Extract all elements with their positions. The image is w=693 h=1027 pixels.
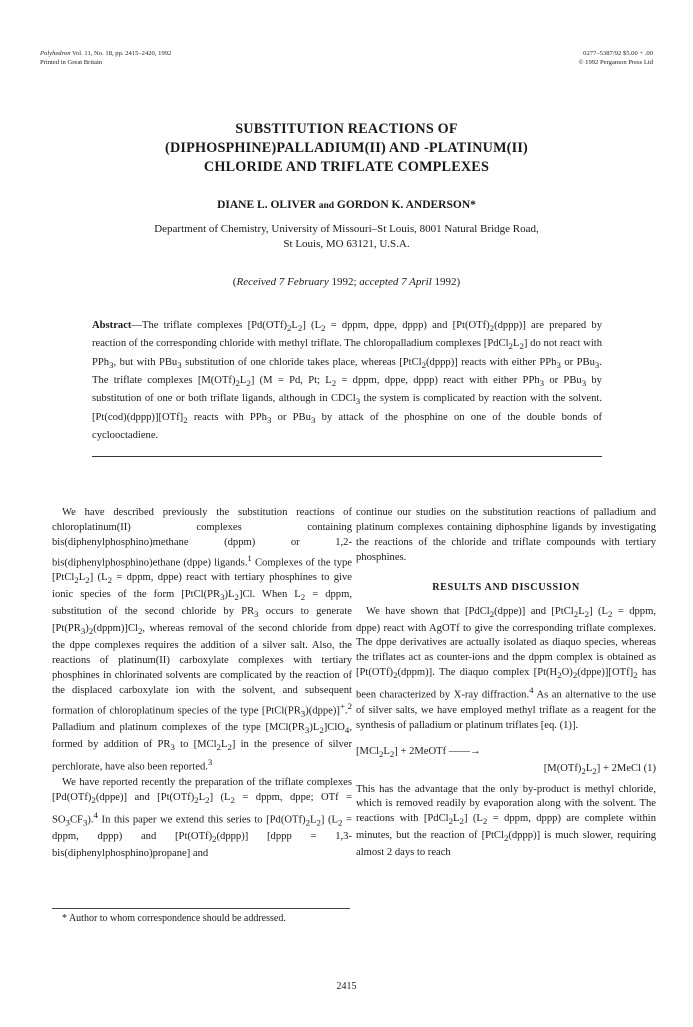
abstract-text: (dppp)] reacts with either PPh <box>426 356 557 368</box>
body-text: L <box>310 814 317 826</box>
equation-1-rhs <box>356 762 656 779</box>
journal-ref: Vol. 11, No. 18, pp. 2415–2420, 1992 <box>70 50 172 57</box>
body-text: As an alternative to the use of silver salts, we have employed methyl triflate as a reagent for the synthesis of palladium or platinum triflates [eq. (1)]. <box>356 689 656 731</box>
body-text: L <box>220 739 228 751</box>
subscript: 2 <box>137 626 143 637</box>
abstract-text: or PBu <box>271 411 311 423</box>
body-text: ] (L <box>320 814 339 826</box>
subscript: 2 <box>389 748 395 759</box>
subscript: 2 <box>91 794 96 805</box>
printed-note: Printed in Great Britain <box>40 58 103 66</box>
reference-marker: 2 <box>347 700 352 711</box>
body-text: ]ClO <box>323 722 345 734</box>
equation-text: [MCl <box>356 745 379 757</box>
affiliation-line-1: Department of Chemistry, University of Missouri–St Louis, 8001 Natural Bridge Road, <box>154 223 539 235</box>
subscript: 2 <box>74 575 79 586</box>
subscript: 2 <box>557 670 562 681</box>
subscript: 3 <box>65 817 70 828</box>
body-text: ] (L <box>589 605 609 617</box>
paragraph-byproduct <box>356 783 656 862</box>
subscript: 2 <box>212 834 217 845</box>
reference-marker: 3 <box>207 757 213 768</box>
journal-name: Polyhedron <box>40 50 71 57</box>
subscript: 3 <box>177 359 182 370</box>
abstract-label: Abstract <box>92 320 132 331</box>
journal-header <box>40 50 171 67</box>
subscript: 2 <box>448 816 454 827</box>
subscript: 2 <box>319 725 324 736</box>
body-text: = dppm, substitution of the second chloride by PR <box>52 589 352 618</box>
subscript: 2 <box>246 378 251 389</box>
footnote-divider <box>52 908 350 909</box>
abstract-text: by attack of the phosphine on one of the double bonds of cyclooctadiene. <box>92 411 603 441</box>
subscript: 2 <box>227 742 232 753</box>
body-text: L <box>78 572 86 584</box>
body-text: ] in the presence of silver perchlorate, have also been reported. <box>52 739 352 773</box>
body-text: (dppm)]Cl <box>93 623 138 635</box>
subscript: 2 <box>230 794 235 805</box>
subscript: 3 <box>581 378 587 389</box>
subscript: 2 <box>234 592 239 603</box>
body-text: ] (L <box>209 791 231 803</box>
body-text: (dppp)] is much slower, requiring almost 2 days to reach <box>356 830 656 859</box>
subscript: 2 <box>194 794 199 805</box>
equation-text: ] + 2MeCl (1) <box>596 762 656 774</box>
subscript: 2 <box>421 359 427 370</box>
page-number: 2415 <box>336 981 357 992</box>
subscript: 2 <box>305 817 310 828</box>
body-text: continue our studies on the substitution reactions of palladium and platinum complexes containing diphosphine ligands by investigating the reactions of the chloride and triflate compounds with tertiary phosphines. <box>356 507 656 563</box>
body-text: (dppe)] and [Pt(OTf) <box>95 791 195 803</box>
equation-text: L <box>585 762 593 774</box>
equation-1-lhs <box>356 745 656 762</box>
subscript: 2 <box>321 323 326 334</box>
equation-text: L <box>383 745 390 757</box>
subscript: 3 <box>594 359 600 370</box>
paragraph-this-work <box>52 776 352 862</box>
body-text: = dppm, dppe) react with tertiary phosphines to give ionic species of the form [PtCl(PR <box>52 572 352 601</box>
body-text: CF <box>69 814 83 826</box>
subscript: 2 <box>503 833 509 844</box>
body-text: . <box>344 705 348 717</box>
section-heading: RESULTS AND DISCUSSION <box>432 581 580 593</box>
copyright: © 1992 Pergamon Press Ltd <box>578 58 653 66</box>
received-year: 1992 <box>331 276 354 288</box>
paragraph-intro <box>52 506 352 776</box>
body-text: to [MCl <box>174 739 217 751</box>
superscript: + <box>339 700 345 711</box>
subscript: 2 <box>584 608 590 619</box>
affiliation <box>60 222 633 252</box>
subscript: 3 <box>304 725 310 736</box>
body-text: )L <box>309 722 320 734</box>
equation-text: ] + 2MeOTf ——→ <box>394 745 481 757</box>
subscript: 3 <box>82 817 88 828</box>
abstract-text: reacts with PPh <box>187 411 267 423</box>
title-line-1: SUBSTITUTION REACTIONS OF <box>235 121 458 137</box>
subscript: 2 <box>489 323 495 334</box>
body-text: ] (L <box>463 813 483 825</box>
subscript: 2 <box>297 323 303 334</box>
body-text: We have reported recently the preparation of the triflate complexes [Pd(OTf) <box>52 776 352 803</box>
received-date: 7 February <box>278 276 329 288</box>
abstract-text: by substitution of one or both triflate ligands, although in CDCl <box>92 374 602 405</box>
paragraph-results <box>356 605 656 734</box>
affiliation-line-2: St Louis, MO 63121, U.S.A. <box>283 238 410 250</box>
body-text: = dppm, dppe; OTf = SO <box>52 791 352 826</box>
body-text: (dppe)][OTf] <box>577 667 634 679</box>
abstract-text: = dppm, dppe, dppp) and [Pt(OTf) <box>325 320 490 331</box>
abstract-text: , but with PBu <box>113 356 178 368</box>
body-text: We have shown that [PdCl <box>366 605 490 617</box>
abstract-text: . The triflate complexes [M(OTf) <box>92 356 602 386</box>
abstract-text: ] (L <box>302 320 322 331</box>
body-text: ]Cl. When L <box>238 589 301 601</box>
subscript: 3 <box>556 359 561 370</box>
subscript: 3 <box>310 414 316 425</box>
reference-marker: 4 <box>529 685 534 696</box>
left-column <box>52 506 352 862</box>
subscript: 3 <box>266 414 272 425</box>
subscript: 2 <box>338 817 343 828</box>
abstract-text: L <box>512 338 520 350</box>
subscript: 3 <box>80 626 86 637</box>
subscript: 2 <box>88 626 94 637</box>
body-text: = dppm, dppp) are complete within minutes, but the reaction of [PtCl <box>356 813 656 842</box>
subscript: 2 <box>300 592 306 603</box>
subscript: 2 <box>107 575 112 586</box>
reference-marker: 1 <box>247 552 252 563</box>
subscript: 3 <box>355 396 361 407</box>
subscript: 3 <box>300 708 306 719</box>
abstract-text: or PBu <box>544 374 582 386</box>
body-text: (dppm)]. The diaquo complex [Pt(H <box>397 667 558 679</box>
received-dates: (Received 7 February 1992; accepted 7 April 1992) <box>232 276 461 288</box>
author-conjunction: and <box>318 201 335 211</box>
accepted-label: accepted <box>359 276 399 288</box>
body-text: L <box>578 605 585 617</box>
subscript: 2 <box>519 341 524 352</box>
abstract-text: (dppp)] are prepared by reaction of the corresponding chloride with methyl triflate. The chloropalladium complexes [PdCl <box>92 320 602 350</box>
abstract-text: ] do not react with PPh <box>92 338 603 368</box>
subscript: 3 <box>539 378 545 389</box>
subscript: 3 <box>109 359 114 370</box>
received-label: Received <box>236 276 277 288</box>
accepted-date: 7 April <box>401 276 432 288</box>
reference-marker: 4 <box>93 809 98 820</box>
body-text: , formed by addition of PR <box>52 722 352 751</box>
body-text: has been characterized by X-ray diffraction. <box>356 667 656 701</box>
body-text: O) <box>561 667 573 679</box>
subscript: 2 <box>316 817 321 828</box>
body-text: In this paper we extend this series to [Pd(OTf) <box>97 814 306 826</box>
subscript: 2 <box>572 670 578 681</box>
title-line-2: (DIPHOSPHINE)PALLADIUM(II) AND -PLATINUM(II) <box>165 140 528 156</box>
abstract <box>92 318 602 443</box>
subscript: 2 <box>573 608 579 619</box>
body-text: ] (L <box>89 572 108 584</box>
body-text: occurs to generate [Pt(PR <box>52 606 352 635</box>
body-text: = dppm, dppe) react with AgOTf to give the corresponding triflate complexes. The dppe derivatives are actually isolated as diaquo species, whereas the triflates act as counter-ions and the dppm complex is obtained as [Pt(OTf) <box>356 605 656 679</box>
subscript: 2 <box>331 378 337 389</box>
issn-price: 0277–5387/92 $5.00 + .00 <box>583 50 653 57</box>
body-text: (dppe)] and [PtCl <box>494 605 574 617</box>
body-text: We have described previously the substitution reactions of chloroplatinum(II) complexes containing bis(diphenylphosphino)methane (dppm) or 1,2-bis(diphenylphosphino)ethane (dppe) ligands. <box>52 507 352 569</box>
body-text: (dppp)] [dppp = 1,3-bis(diphenylphosphino)propane] and <box>52 831 352 860</box>
subscript: 2 <box>633 670 638 681</box>
abstract-text: L <box>239 374 247 386</box>
author-2: GORDON K. ANDERSON* <box>336 199 476 211</box>
right-column <box>356 506 656 861</box>
paper-title <box>60 120 633 177</box>
footnote: * Author to whom correspondence should be addressed. <box>62 913 286 924</box>
abstract-divider <box>92 456 602 457</box>
subscript: 2 <box>581 765 586 776</box>
title-line-3: CHLORIDE AND TRIFLATE COMPLEXES <box>203 159 490 175</box>
subscript: 2 <box>608 608 613 619</box>
abstract-text: or PBu <box>560 356 595 368</box>
subscript: 2 <box>235 378 240 389</box>
subscript: 2 <box>85 575 90 586</box>
subscript: 2 <box>287 323 292 334</box>
body-text: = dppm, dppp) and [Pt(OTf) <box>52 814 353 843</box>
abstract-text: ] (M = Pd, Pt; L <box>250 374 332 386</box>
body-text: This has the advantage that the only by-product is methyl chloride, which is removed readily by evaporation along with the solvent. The reactions with [PdCl <box>356 783 656 825</box>
subscript: 2 <box>205 794 210 805</box>
body-text: Palladium and platinum complexes of the type [MCl(PR <box>52 722 305 734</box>
abstract-text: substitution of one chloride takes place, whereas [PtCl <box>181 356 422 368</box>
abstract-text: = dppm, dppe, dppp) react with either PPh <box>336 374 540 386</box>
body-text: L <box>453 813 460 825</box>
body-text: , whereas removal of the second chloride from the dppe complexes requires the addition of a silver salt. Also, the reactions of platinum(II) carboxylate complexes with tertiary phosphines in chlorinated solvents are complicated by the reaction of the displaced carboxylate ion with the solvent, and subsequent formation of chloroplatinum species of the type [PtCl(PR <box>52 623 352 717</box>
subscript: 3 <box>220 592 225 603</box>
subscript: 2 <box>378 748 384 759</box>
abstract-text: L <box>291 320 298 331</box>
paragraph-continued <box>356 506 656 566</box>
body-text: L <box>198 791 206 803</box>
copyright-header <box>579 50 654 67</box>
subscript: 3 <box>254 609 259 620</box>
body-text: ). <box>87 814 94 826</box>
subscript: 3 <box>170 742 175 753</box>
body-text: )L <box>224 589 235 601</box>
subscript: 2 <box>216 742 221 753</box>
subscript: 2 <box>482 816 488 827</box>
abstract-text: —The triflate complexes [Pd(OTf) <box>131 320 287 331</box>
subscript: 2 <box>459 816 464 827</box>
author-1: DIANE L. OLIVER <box>217 199 316 211</box>
accepted-year: 1992 <box>434 276 457 288</box>
body-text: ) <box>85 623 89 635</box>
subscript: 2 <box>183 414 188 425</box>
subscript: 2 <box>592 765 597 776</box>
abstract-text: the system is complicated by reaction with the solvent. [Pt(cod)(dppp)][OTf] <box>92 393 602 423</box>
body-text: )(dppe)] <box>305 705 340 717</box>
authors <box>60 199 633 211</box>
subscript: 2 <box>393 670 398 681</box>
subscript: 2 <box>489 608 495 619</box>
subscript: 4 <box>344 725 350 736</box>
subscript: 2 <box>508 341 513 352</box>
body-text: Complexes of the type [PtCl <box>52 557 352 584</box>
equation-text: [M(OTf) <box>543 762 582 774</box>
